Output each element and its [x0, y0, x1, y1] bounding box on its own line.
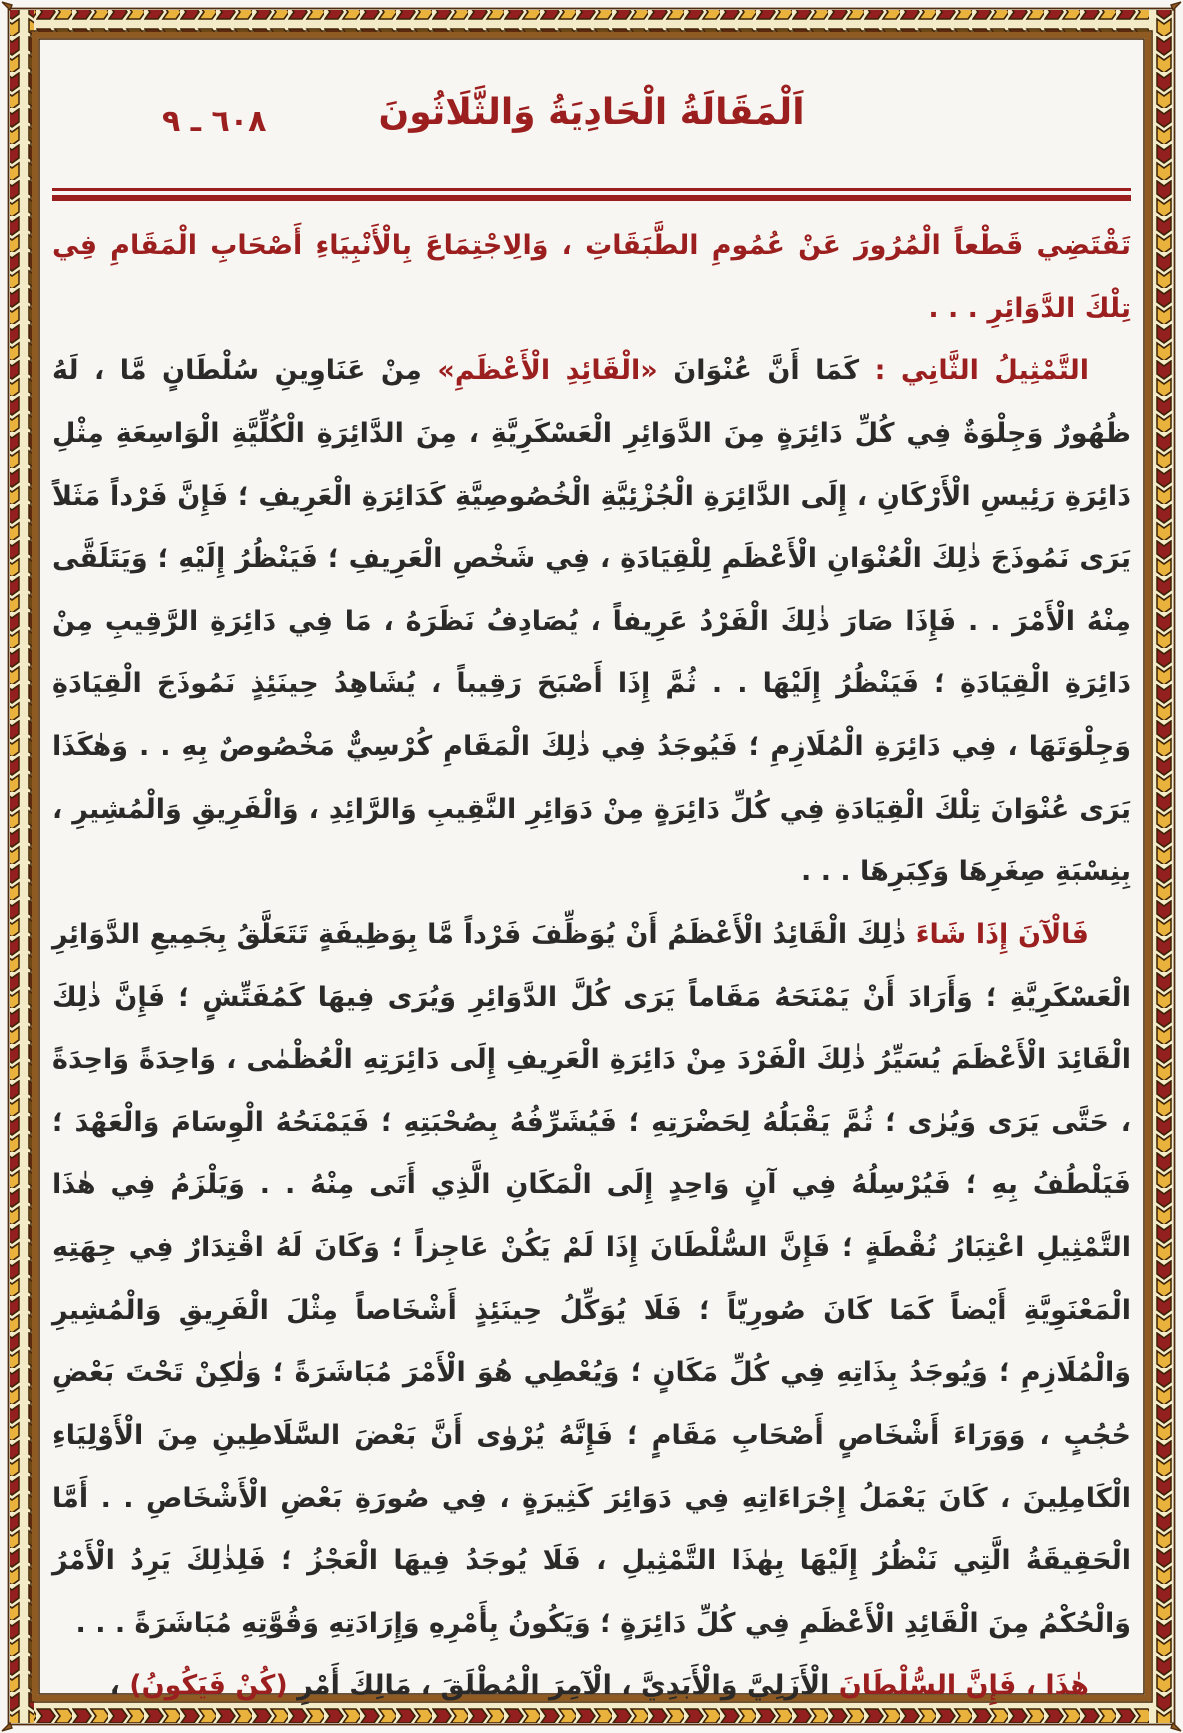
text-segment: فَالْآنَ إِذَا شَاءَ — [905, 918, 1089, 950]
body-paragraph — [52, 904, 1131, 1656]
text-segment: ذٰلِكَ الْقَائِدُ الْأَعْظَمُ أَنْ يُوَظِّفَ فَرْداً مَّا بِوَظِيفَةٍ تَتَعَلَّقُ بِجَمِيعِ الدَّوَائِرِ الْعَسْكَرِيَّةِ ؛ وَأَرَادَ أَنْ يَمْنَحَهُ مَقَاماً يَرَى كُلَّ الدَّوَائِرِ وَيُرَى فِيهَا كَمُفَتِّشٍ ؛ فَإِنَّ ذٰلِكَ الْقَائِدَ الْأَعْظَمَ يُسَيِّرُ ذٰلِكَ الْفَرْدَ مِنْ دَائِرَةِ الْعَرِيفِ إِلَى دَائِرَتِهِ الْعُظْمٰى ، وَاحِدَةً وَاحِدَةً ، حَتَّى يَرَى وَيُرٰى ؛ ثُمَّ يَقْبَلُهُ لِحَضْرَتِهِ ؛ فَيُشَرِّفُهُ بِصُحْبَتِهِ ؛ فَيَمْنَحُهُ الْوِسَامَ وَالْعَهْدَ ؛ فَيَلْطُفُ بِهِ ؛ فَيُرْسِلُهُ فِي آنٍ وَاحِدٍ إِلَى الْمَكَانِ الَّذِي أَتَى مِنْهُ . . وَيَلْزَمُ فِي هٰذَا التَّمْثِيلِ اعْتِبَارُ نُقْطَةٍ ؛ فَإِنَّ السُّلْطَانَ إِذَا لَمْ يَكُنْ عَاجِزاً ؛ وَكَانَ لَهُ اقْتِدَارٌ فِي جِهَتِهِ الْمَعْنَوِيَّةِ أَيْضاً كَمَا كَانَ صُورِيّاً ؛ فَلَا يُوَكِّلُ حِينَئِذٍ أَشْخَاصاً مِثْلَ الْفَرِيقِ وَالْمُشِيرِ وَالْمُلَازِمِ ؛ وَيُوجَدُ بِذَاتِهِ فِي كُلِّ مَكَانٍ ؛ وَيُعْطِي هُوَ الْأَمْرَ مُبَاشَرَةً ؛ وَلٰكِنْ تَحْتَ بَعْضِ حُجُبٍ ، وَوَرَاءَ أَشْخَاصٍ أَصْحَابِ مَقَامٍ ؛ فَإِنَّهُ يُرْوٰى أَنَّ بَعْضَ السَّلَاطِينِ مِنَ الْأَوْلِيَاءِ الْكَامِلِينَ ، كَانَ يَعْمَلُ إِجْرَاءَاتِهِ فِي دَوَائِرَ كَثِيرَةٍ ، فِي صُورَةِ بَعْضِ الْأَشْخَاصِ . . أَمَّا الْحَقِيقَةُ الَّتِي نَنْظُرُ إِلَيْهَا بِهٰذَا التَّمْثِيلِ ، فَلَا يُوجَدُ فِيهَا الْعَجْزُ ؛ فَلِذٰلِكَ يَرِدُ الْأَمْرُ وَالْحُكْمُ مِنَ الْقَائِدِ الْأَعْظَمِ فِي كُلِّ دَائِرَةٍ ؛ وَيَكُونُ بِأَمْرِهِ وَإِرَادَتِهِ وَقُوَّتِهِ مُبَاشَرَةً . . . — [52, 918, 1131, 1639]
text-segment: الْأَزَلِيَّ وَالْأَبَدِيَّ ، الْآمِرَ الْمُطْلَقَ ، مَالِكَ أَمْرِ — [287, 1670, 830, 1702]
text-segment: مِنْ عَنَاوِينِ سُلْطَانٍ مَّا ، لَهُ ظُهُورٌ وَجِلْوَةٌ فِي كُلِّ دَائِرَةٍ مِنَ الدَّوَائِرِ الْعَسْكَرِيَّةِ ، مِنَ الدَّائِرَةِ الْكُلِّيَّةِ الْوَاسِعَةِ مِثْلِ دَائِرَةِ رَئِيسِ الْأَرْكَانِ ، إِلَى الدَّائِرَةِ الْجُزْئِيَّةِ الْخُصُوصِيَّةِ كَدَائِرَةِ الْعَرِيفِ ؛ فَإِنَّ فَرْداً مَثَلاً يَرَى نَمُوذَجَ ذٰلِكَ الْعُنْوَانِ الْأَعْظَمِ لِلْقِيَادَةِ ، فِي شَخْصِ الْعَرِيفِ ؛ فَيَنْظُرُ إِلَيْهِ ؛ وَيَتَلَقَّى مِنْهُ الْأَمْرَ . . فَإِذَا صَارَ ذٰلِكَ الْفَرْدُ عَرِيفاً ، يُصَادِفُ نَظَرَهُ ، مَا فِي دَائِرَةِ الرَّقِيبِ مِنْ دَائِرَةِ الْقِيَادَةِ ؛ فَيَنْظُرُ إِلَيْهَا . . ثُمَّ إِذَا أَصْبَحَ رَقِيباً ، يُشَاهِدُ حِينَئِذٍ نَمُوذَجَ الْقِيَادَةِ وَجِلْوَتَهَا ، فِي دَائِرَةِ الْمُلَازِمِ ؛ فَيُوجَدُ فِي ذٰلِكَ الْمَقَامِ كُرْسِيٌّ مَخْصُوصٌ بِهِ . . وَهٰكَذَا يَرَى عُنْوَانَ تِلْكَ الْقِيَادَةِ فِي كُلِّ دَائِرَةٍ مِنْ دَوَائِرِ النَّقِيبِ وَالرَّائِدِ ، وَالْفَرِيقِ وَالْمُشِيرِ ، بِنِسْبَةِ صِغَرِهَا وَكِبَرِهَا . . . — [52, 355, 1131, 888]
text-segment: «الْقَائِدِ الْأَعْظَمِ» — [437, 355, 658, 387]
page-header — [52, 70, 1131, 180]
text-segment: (كُنْ فَيَكُونُ) — [129, 1670, 288, 1702]
body-paragraph — [52, 215, 1131, 340]
text-segment: هٰذَا ، فَإِنَّ السُّلْطَانَ — [829, 1670, 1089, 1702]
text-segment: تَقْتَضِي قَطْعاً الْمُرُورَ عَنْ عُمُومِ الطَّبَقَاتِ ، وَالِاجْتِمَاعَ بِالْأَنْبِيَاءِ أَصْحَابِ الْمَقَامِ فِي تِلْكَ الدَّوَائِرِ . . . — [52, 230, 1131, 324]
body-paragraph — [52, 340, 1131, 904]
body-paragraph — [52, 1655, 1131, 1718]
text-segment: التَّمْثِيلُ الثَّانِي : — [859, 355, 1090, 387]
text-segment: ، — [109, 1670, 130, 1702]
text-segment: كَمَا أَنَّ عُنْوَانَ — [657, 355, 860, 387]
header-divider — [52, 188, 1131, 201]
page-number: ٦٠٨ ـ ٩ — [162, 104, 267, 139]
page-content — [52, 44, 1131, 1702]
article-title: اَلْمَقَالَةُ الْحَادِيَةُ وَالثَّلَاثُونَ — [378, 92, 805, 133]
body-text — [52, 215, 1131, 1718]
